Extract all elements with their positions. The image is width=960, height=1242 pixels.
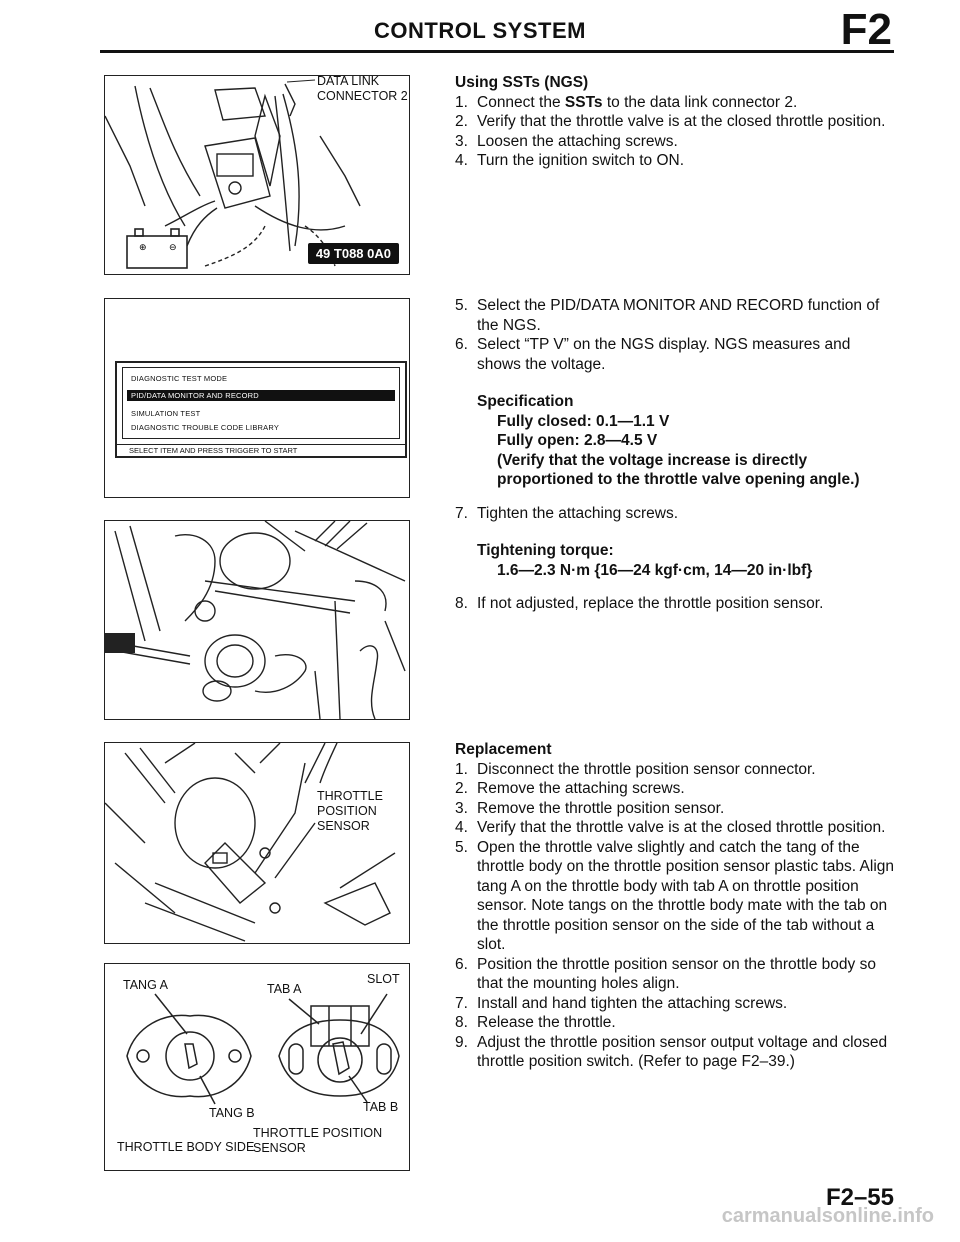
step-number: 9.: [455, 1033, 468, 1051]
tab-b-label: TAB B: [363, 1100, 399, 1114]
adjusting-sensor-illustration: [105, 521, 409, 719]
step-number: 6.: [455, 336, 468, 353]
step-item: [455, 93, 895, 113]
steps-replacement: [455, 760, 895, 1072]
spec-fully-closed: Fully closed: 0.1—1.1 V: [497, 412, 670, 430]
step-item: [455, 594, 895, 614]
step-number: 7.: [455, 994, 468, 1012]
step-item: [455, 779, 895, 799]
menu-item-simulation-test[interactable]: SIMULATION TEST: [131, 409, 201, 418]
spec-note: (Verify that the voltage increase is directly proportioned to the throttle valve opening angle.): [497, 451, 860, 488]
page-title: CONTROL SYSTEM: [374, 18, 586, 43]
steps-replace: [455, 594, 895, 614]
throttle-position-sensor-caption: THROTTLE POSITION SENSOR: [253, 1126, 383, 1155]
step-item: [455, 760, 895, 780]
section-replacement: [455, 740, 895, 1072]
step-item: [455, 296, 895, 335]
step-text: Tighten the attaching screws.: [477, 504, 679, 522]
steps-using-ssts: [455, 93, 895, 171]
step-text: Select the PID/DATA MONITOR AND RECORD function of the NGS.: [477, 297, 880, 334]
step-text: Turn the ignition switch to ON.: [477, 152, 685, 169]
step-text: Loosen the attaching screws.: [477, 132, 678, 150]
throttle-body-side-caption: THROTTLE BODY SIDE: [117, 1140, 255, 1154]
figure-tangs-and-tabs: [104, 963, 410, 1171]
watermark: carmanualsonline.info: [721, 1205, 934, 1227]
throttle-sensor-illustration: [105, 743, 409, 943]
step-number: 2.: [455, 113, 468, 130]
step-number: 3.: [455, 132, 468, 150]
page-number: F2–55: [825, 1184, 894, 1211]
step-item: [455, 1033, 895, 1072]
step-text: Position the throttle position sensor on the throttle body so that the mounting holes align.: [477, 955, 876, 992]
ngs-menu-panel: [122, 367, 400, 439]
step-text-pre: Connect the: [477, 93, 565, 111]
throttle-position-sensor-callout: THROTTLE POSITION SENSOR: [317, 789, 383, 833]
spec-fully-open: Fully open: 2.8—4.5 V: [497, 432, 658, 449]
menu-item-dtc-library[interactable]: DIAGNOSTIC TROUBLE CODE LIBRARY: [131, 423, 280, 432]
specification-label: Specification: [477, 393, 574, 410]
step-number: 4.: [455, 819, 468, 836]
step-number: 6.: [455, 955, 468, 973]
tang-a-label: TANG A: [123, 978, 168, 992]
step-item: [455, 818, 895, 838]
step-item: [455, 335, 895, 374]
minus-icon: ⊖: [169, 243, 177, 253]
step-item: [455, 994, 895, 1014]
step-number: 5.: [455, 838, 468, 856]
slot-label: SLOT: [367, 972, 400, 986]
tang-b-label: TANG B: [209, 1106, 255, 1120]
step-number: 3.: [455, 799, 468, 817]
step-text: Adjust the throttle position sensor output voltage and closed throttle position switch. (Refer to page F2–39.): [477, 1033, 888, 1070]
torque-label: Tightening torque:: [477, 542, 614, 559]
step-text-bold: SSTs: [564, 93, 603, 111]
step-number: 1.: [455, 93, 468, 111]
step-text: Verify that the throttle valve is at the closed throttle position.: [477, 113, 886, 130]
menu-item-pid-data-monitor[interactable]: PID/DATA MONITOR AND RECORD: [127, 390, 395, 401]
figure-ngs-display: [104, 298, 410, 498]
step-number: 8.: [455, 1014, 468, 1031]
sst-part-number-badge: 49 T088 0A0: [308, 243, 399, 264]
step-item: [455, 132, 895, 152]
step-text: Remove the attaching screws.: [477, 780, 685, 797]
data-link-connector-callout: DATA LINK CONNECTOR 2: [317, 75, 408, 103]
torque-block: [455, 541, 895, 580]
step-text: Verify that the throttle valve is at the closed throttle position.: [477, 819, 886, 836]
menu-footer-instruction: SELECT ITEM AND PRESS TRIGGER TO START: [117, 444, 405, 456]
section-code: F2: [840, 5, 892, 54]
step-number: 8.: [455, 595, 468, 612]
steps-ngs-measurement: [455, 296, 895, 374]
step-number: 2.: [455, 780, 468, 797]
step-text-post: to the data link connector 2.: [602, 93, 798, 111]
step-number: 1.: [455, 760, 468, 778]
step-text: Disconnect the throttle position sensor connector.: [477, 760, 816, 778]
step-number: 7.: [455, 504, 468, 522]
step-text: If not adjusted, replace the throttle position sensor.: [477, 595, 824, 612]
step-text: Remove the throttle position sensor.: [477, 799, 725, 817]
header-rule: [100, 50, 894, 53]
section-heading-replacement: Replacement: [455, 741, 552, 758]
section-ngs-measurement: [455, 296, 895, 614]
step-item: [455, 838, 895, 955]
step-item: [455, 504, 895, 524]
ngs-menu-screen: [115, 361, 407, 458]
menu-title: DIAGNOSTIC TEST MODE: [131, 374, 228, 383]
step-item: [455, 1013, 895, 1033]
figure-adjusting-sensor: [104, 520, 410, 720]
step-item: [455, 955, 895, 994]
specification-block: [455, 392, 895, 490]
figure-data-link-connector: [104, 75, 410, 275]
step-item: [455, 799, 895, 819]
figure-throttle-position-sensor: [104, 742, 410, 944]
section-heading-using-ssts: Using SSTs (NGS): [455, 74, 589, 91]
step-item: [455, 151, 895, 171]
step-item: [455, 112, 895, 132]
step-text: Select “TP V” on the NGS display. NGS measures and shows the voltage.: [477, 336, 851, 373]
plus-icon: ⊕: [139, 243, 147, 253]
section-using-ssts: [455, 73, 895, 171]
tab-a-label: TAB A: [267, 982, 302, 996]
step-text: Release the throttle.: [477, 1014, 616, 1031]
step-text: Install and hand tighten the attaching screws.: [477, 994, 788, 1012]
step-number: 5.: [455, 297, 468, 314]
step-number: 4.: [455, 152, 468, 169]
torque-value: 1.6—2.3 N·m {16—24 kgf·cm, 14—20 in·lbf}: [497, 561, 813, 579]
steps-tighten: [455, 504, 895, 524]
step-text: Open the throttle valve slightly and catch the tang of the throttle body on the throttle position sensor plastic tabs. Align tang A on the throttle body with tab A on throttle position sensor. Note tangs on the throttle body mate with the tab on the throttle position sensor on the side of the tab without a slot.: [477, 838, 895, 953]
